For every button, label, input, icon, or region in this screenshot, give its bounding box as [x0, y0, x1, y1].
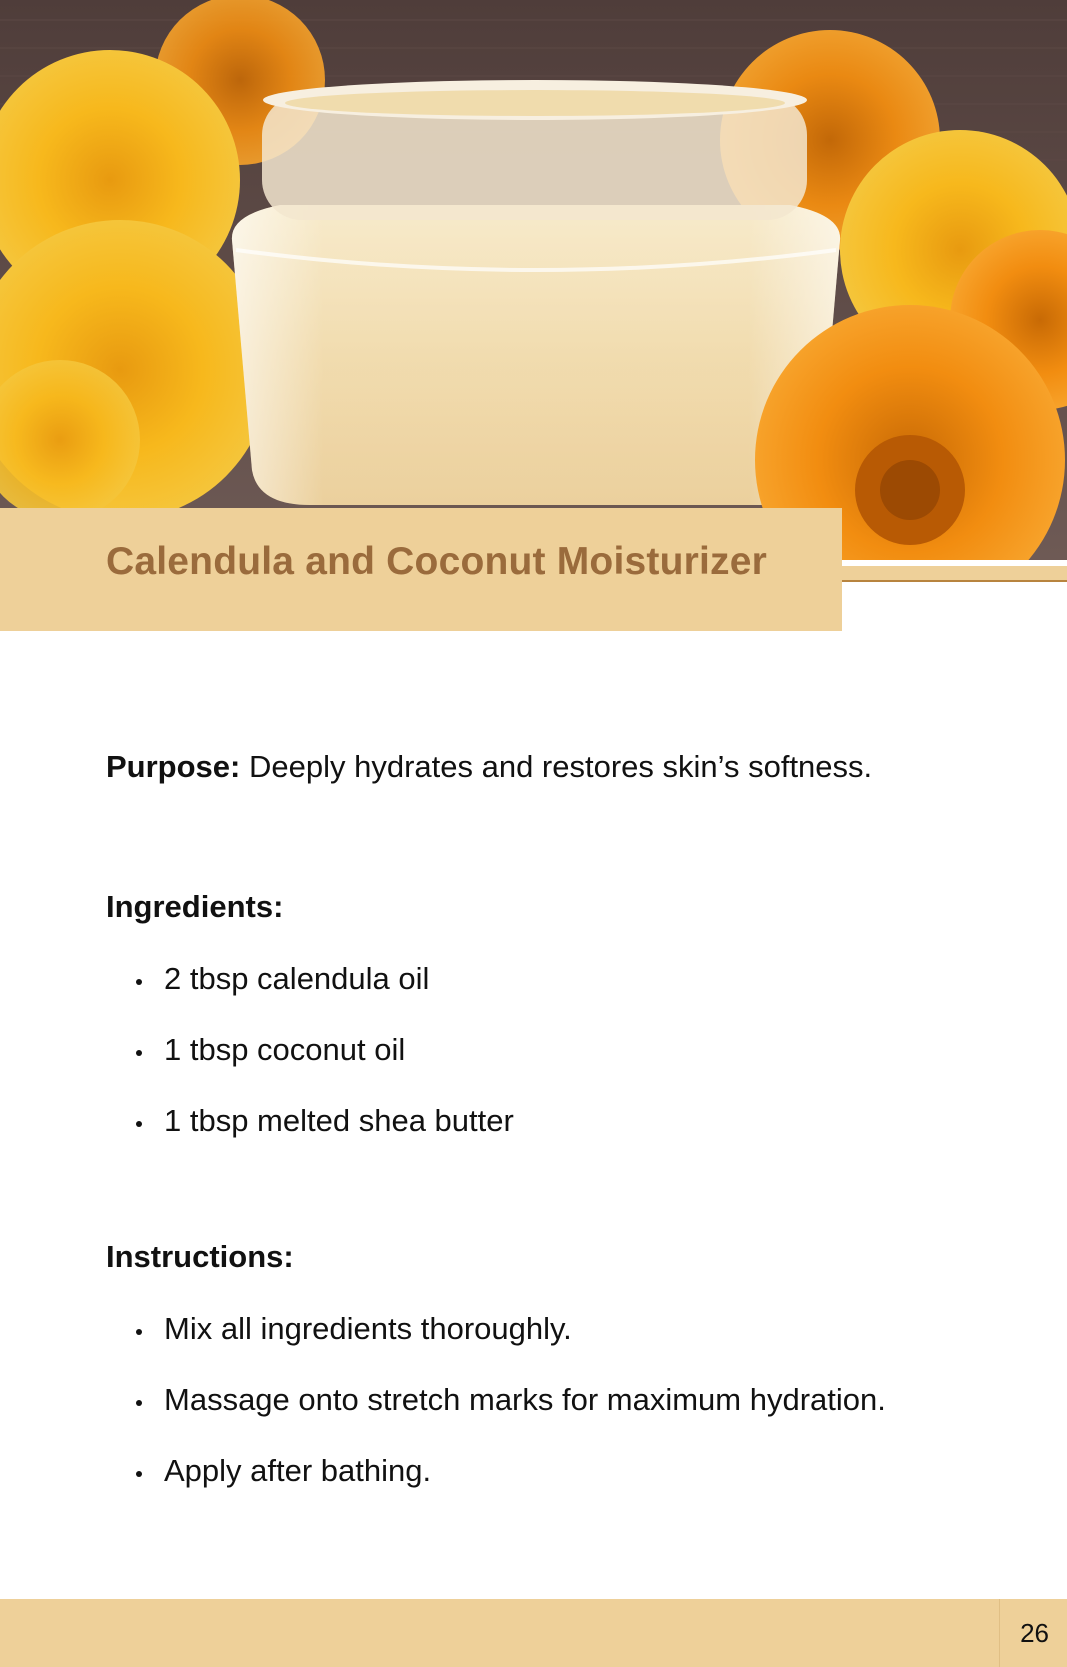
bullet-icon: [136, 1050, 142, 1056]
title-banner: [0, 508, 842, 631]
ingredient-text: 2 tbsp calendula oil: [164, 961, 430, 996]
purpose-line: [106, 749, 872, 785]
page-number-box: [999, 1599, 1067, 1667]
bullet-icon: [136, 1329, 142, 1335]
list-item: [132, 1453, 886, 1524]
instruction-text: Massage onto stretch marks for maximum hydration.: [164, 1382, 886, 1417]
list-item: [132, 1311, 886, 1382]
bullet-icon: [136, 979, 142, 985]
purpose-label: Purpose:: [106, 749, 241, 784]
list-item: [132, 1103, 514, 1174]
title-accent-rule: [842, 580, 1067, 582]
page-number: 26: [1020, 1618, 1049, 1648]
recipe-title: Calendula and Coconut Moisturizer: [106, 540, 767, 583]
title-accent-band: [842, 566, 1067, 580]
purpose-text: Deeply hydrates and restores skin’s softness.: [240, 749, 873, 784]
bullet-icon: [136, 1471, 142, 1477]
ingredients-heading: Ingredients:: [106, 889, 284, 924]
ingredient-text: 1 tbsp coconut oil: [164, 1032, 406, 1067]
ingredient-text: 1 tbsp melted shea butter: [164, 1103, 514, 1138]
ingredients-list: [132, 961, 514, 1174]
bullet-icon: [136, 1121, 142, 1127]
instructions-heading: Instructions:: [106, 1239, 294, 1274]
page-footer: [0, 1599, 1067, 1667]
list-item: [132, 1032, 514, 1103]
bullet-icon: [136, 1400, 142, 1406]
instruction-text: Apply after bathing.: [164, 1453, 432, 1488]
hero-image: [0, 0, 1067, 560]
list-item: [132, 961, 514, 1032]
instruction-text: Mix all ingredients thoroughly.: [164, 1311, 572, 1346]
list-item: [132, 1382, 886, 1453]
instructions-list: [132, 1311, 886, 1524]
